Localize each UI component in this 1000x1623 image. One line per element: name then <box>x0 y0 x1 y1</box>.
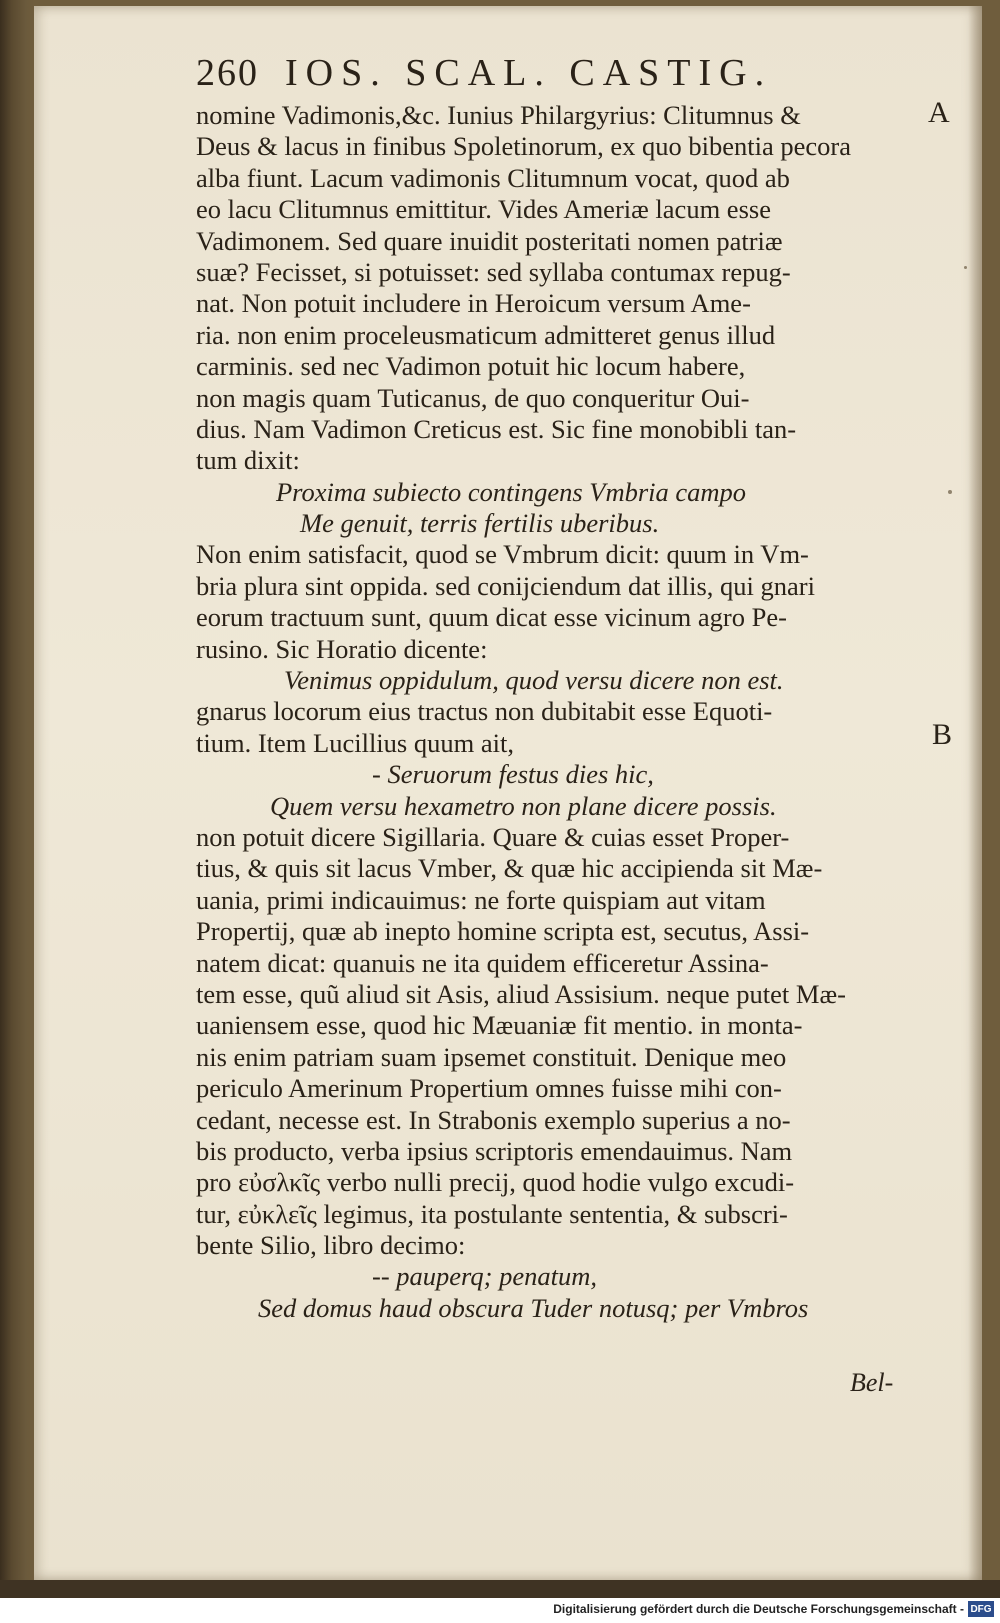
funding-credit: Digitalisierung gefördert durch die Deutsche Forschungsgemeinschaft - <box>553 1602 964 1616</box>
text-line: Vadimonem. Sed quare inuidit posteritati nomen patriæ <box>196 225 783 256</box>
text-line: suæ? Fecisset, si potuisset: sed syllaba contumax repug- <box>196 256 791 287</box>
verse-line: Proxima subiecto contingens Vmbria campo <box>276 476 747 507</box>
verse-line: Venimus oppidulum, quod versu dicere non est. <box>284 665 784 696</box>
running-head <box>196 48 896 100</box>
text-line: ria. non enim proceleusmaticum admitteret genus illud <box>196 319 776 350</box>
running-head-title: IOS. SCAL. CASTIG. <box>285 52 773 94</box>
text-line: tium. Item Lucillius quum ait, <box>196 727 514 758</box>
catchword: Bel- <box>850 1368 894 1397</box>
text-line: nomine Vadimonis,&c. Iunius Philargyrius: Clitumnus & <box>196 100 801 130</box>
text-line: tur, εὐκλεῖς legimus, ita postulante sententia, & subscri- <box>196 1198 788 1229</box>
paper-speck <box>948 490 952 494</box>
verse-line: Me genuit, terris fertilis uberibus. <box>300 508 660 539</box>
text-line: tum dixit: <box>196 445 300 476</box>
text-line: natem dicat: quanuis ne ita quidem efficeretur Assina- <box>196 947 769 978</box>
text-line: non potuit dicere Sigillaria. Quare & cuias esset Proper- <box>196 821 790 852</box>
text-line: Deus & lacus in finibus Spoletinorum, ex quo bibentia pecora <box>196 131 852 162</box>
text-line: non magis quam Tuticanus, de quo conqueritur Oui- <box>196 382 750 413</box>
text-line: dius. Nam Vadimon Creticus est. Sic fine monobibli tan- <box>196 413 797 444</box>
text-line: uaniensem esse, quod hic Mæuaniæ fit mentio. in monta- <box>196 1010 803 1041</box>
footer-bar <box>0 1598 1000 1623</box>
text-line: eo lacu Clitumnus emittitur. Vides Ameriæ lacum esse <box>196 194 771 225</box>
text-line: Non enim satisfacit, quod se Vmbrum dicit: quum in Vm- <box>196 539 809 570</box>
text-line: bis producto, verba ipsius scriptoris emendauimus. Nam <box>196 1135 793 1166</box>
paper-speck <box>964 266 967 269</box>
text-line: bria plura sint oppida. sed conijciendum dat illis, qui gnari <box>196 570 815 601</box>
text-line: tius, & quis sit lacus Vmber, & quæ hic accipienda sit Mæ- <box>196 853 823 884</box>
text-line: tem esse, quũ aliud sit Asis, aliud Assisium. neque putet Mæ- <box>196 978 846 1009</box>
dfg-logo-icon: DFG <box>968 1601 994 1617</box>
verse-line: -- pauperq; penatum, <box>372 1261 597 1292</box>
text-line: bente Silio, libro decimo: <box>196 1230 466 1261</box>
verse-line: - Seruorum festus dies hic, <box>372 759 654 790</box>
text-line: uania, primi indicauimus: ne forte quispiam aut vitam <box>196 884 766 915</box>
verse-line: Quem versu hexametro non plane dicere possis. <box>270 790 777 821</box>
text-line: carminis. sed nec Vadimon potuit hic locum habere, <box>196 351 746 382</box>
text-line: Propertij, quæ ab inepto homine scripta est, secutus, Assi- <box>196 916 810 947</box>
gutter-shadow <box>968 6 982 1580</box>
text-line: alba fiunt. Lacum vadimonis Clitumnum vocat, quod ab <box>196 162 790 193</box>
marginal-letter-a: A <box>928 96 950 129</box>
marginal-letter-b: B <box>932 718 953 751</box>
text-line: eorum tractuum sunt, quum dicat esse vicinum agro Pe- <box>196 602 787 633</box>
text-line: nat. Non potuit includere in Heroicum versum Ame- <box>196 288 751 319</box>
scan-bottom-edge <box>0 1580 1000 1598</box>
text-line: nis enim patriam suam ipsemet constituit. Denique meo <box>196 1041 787 1072</box>
page-number: 260 <box>196 52 259 94</box>
text-line: rusino. Sic Horatio dicente: <box>196 633 488 664</box>
text-line: gnarus locorum eius tractus non dubitabit esse Equoti- <box>196 696 773 727</box>
page-text-block <box>196 48 896 1324</box>
text-line: pro εὐσλκῖς verbo nulli precij, quod hodie vulgo excudi- <box>196 1167 795 1198</box>
text-line: periculo Amerinum Propertium omnes fuisse mihi con- <box>196 1073 782 1104</box>
text-line: cedant, necesse est. In Strabonis exemplo superius a no- <box>196 1104 791 1135</box>
verse-line: Sed domus haud obscura Tuder notusq; per Vmbros <box>258 1292 809 1323</box>
